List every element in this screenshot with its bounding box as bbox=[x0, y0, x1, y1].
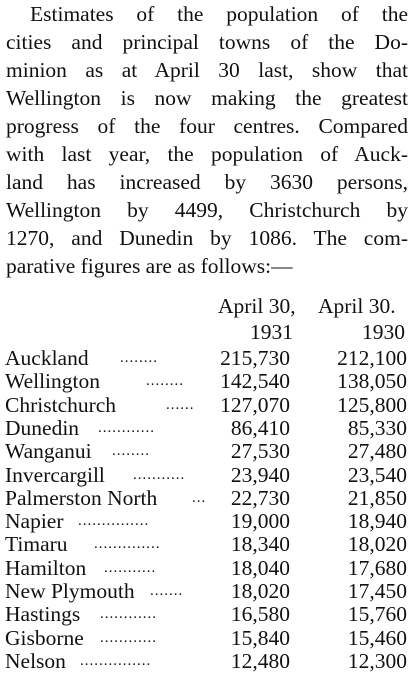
population-1931: 22,730 bbox=[230, 485, 290, 510]
leader-dots: ....... bbox=[150, 583, 184, 600]
city-name: Palmerston North bbox=[5, 485, 158, 510]
population-1931: 27,530 bbox=[230, 439, 290, 464]
article-line: Wellington by 4499, Christchurch by bbox=[6, 198, 408, 222]
leader-dots: ........... bbox=[104, 559, 157, 576]
population-1931: 18,020 bbox=[230, 579, 290, 604]
population-1931: 86,410 bbox=[230, 415, 290, 440]
population-1930: 27,480 bbox=[347, 439, 407, 464]
leader-dots: ........ bbox=[120, 350, 158, 366]
article-line: land has increased by 3630 persons, bbox=[6, 170, 408, 194]
col-1930-year: 1930 bbox=[362, 320, 405, 344]
population-1930: 15,460 bbox=[347, 625, 407, 650]
city-name: Nelson bbox=[5, 649, 66, 673]
city-name: Dunedin bbox=[5, 415, 80, 440]
population-1930: 138,050 bbox=[337, 369, 407, 394]
city-name: Invercargill bbox=[5, 462, 105, 487]
article-line: progress of the four centres. Compared bbox=[6, 114, 408, 138]
population-1930: 125,800 bbox=[337, 392, 407, 417]
population-1931: 18,340 bbox=[230, 532, 290, 557]
city-name: Hamilton bbox=[5, 555, 87, 580]
population-1930: 212,100 bbox=[337, 346, 407, 370]
population-1931: 19,000 bbox=[230, 509, 290, 534]
population-1931: 142,540 bbox=[220, 369, 290, 394]
city-name: Wellington bbox=[5, 369, 101, 394]
population-1931: 12,480 bbox=[230, 649, 290, 673]
col-1931-year: 1931 bbox=[250, 320, 293, 344]
leader-dots: ............... bbox=[78, 513, 150, 530]
article-line: Estimates of the population of the bbox=[30, 2, 408, 26]
population-1930: 17,450 bbox=[347, 579, 407, 604]
leader-dots: ........ bbox=[112, 443, 150, 460]
city-name: Hastings bbox=[5, 602, 81, 627]
article-line: parative figures are as follows:— bbox=[6, 254, 293, 278]
leader-dots: ............ bbox=[98, 419, 155, 436]
table-row bbox=[0, 647, 413, 675]
leader-dots: ...... bbox=[166, 396, 195, 413]
population-1930: 12,300 bbox=[347, 649, 407, 673]
population-1931: 15,840 bbox=[230, 625, 290, 650]
leader-dots: ........... bbox=[133, 466, 186, 483]
col-1930-header: April 30. bbox=[318, 294, 396, 318]
col-1931-header: April 30, bbox=[218, 294, 296, 318]
leader-dots: ............ bbox=[100, 606, 157, 623]
population-1931: 16,580 bbox=[230, 602, 290, 627]
population-1930: 18,940 bbox=[347, 509, 407, 534]
city-name: New Plymouth bbox=[5, 579, 135, 604]
population-1930: 23,540 bbox=[347, 462, 407, 487]
article-line: 1270, and Dunedin by 1086. The com- bbox=[6, 226, 408, 250]
population-1931: 127,070 bbox=[220, 392, 290, 417]
article-line: Wellington is now making the greatest bbox=[6, 86, 408, 110]
leader-dots: .............. bbox=[94, 536, 161, 553]
leader-dots: ... bbox=[192, 489, 207, 506]
article-line: with last year, the population of Auck- bbox=[6, 142, 408, 166]
article-paragraph bbox=[6, 0, 408, 280]
city-name: Christchurch bbox=[5, 392, 117, 417]
population-1930: 18,020 bbox=[347, 532, 407, 557]
city-name: Napier bbox=[5, 509, 64, 534]
city-name: Gisborne bbox=[5, 625, 84, 650]
city-name: Auckland bbox=[5, 346, 89, 370]
article-line: minion as at April 30 last, show that bbox=[6, 58, 408, 82]
population-1930: 17,680 bbox=[347, 555, 407, 580]
leader-dots: ............... bbox=[80, 653, 152, 669]
article-line: cities and principal towns of the Do- bbox=[6, 30, 408, 54]
population-1930: 15,760 bbox=[347, 602, 407, 627]
population-1930: 85,330 bbox=[347, 415, 407, 440]
city-name: Timaru bbox=[5, 532, 68, 557]
population-1931: 23,940 bbox=[230, 462, 290, 487]
leader-dots: ........ bbox=[146, 373, 184, 390]
population-1931: 18,040 bbox=[230, 555, 290, 580]
leader-dots: ............ bbox=[100, 629, 157, 646]
population-1930: 21,850 bbox=[347, 485, 407, 510]
city-name: Wanganui bbox=[5, 439, 92, 464]
population-1931: 215,730 bbox=[220, 346, 290, 370]
